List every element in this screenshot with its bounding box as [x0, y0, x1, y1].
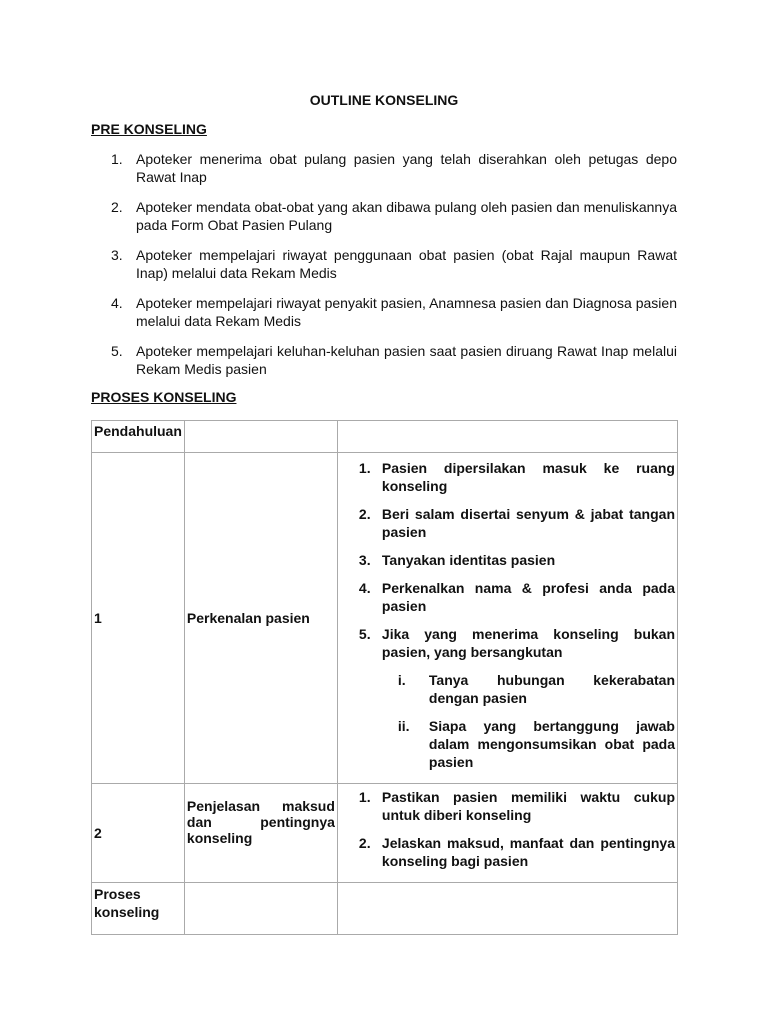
proses-konseling-cell: Proses konseling [92, 883, 185, 935]
document-title: OUTLINE KONSELING [309, 92, 459, 108]
list-item: 1. Pastikan pasien memiliki waktu cukup untuk diberi konseling [358, 789, 675, 823]
empty-cell [337, 421, 677, 453]
list-item: 1. Pasien dipersilakan masuk ke ruang konseling [358, 460, 675, 494]
steps-list [340, 788, 675, 870]
pendahuluan-cell: Pendahuluan [92, 421, 185, 453]
list-item: ii. Siapa yang bertanggung jawab dalam mengonsumsikan obat pada pasien [397, 718, 675, 770]
row-label: Perkenalan pasien [184, 453, 337, 784]
steps-list [340, 459, 675, 771]
pre-item: 2. Apoteker mendata obat-obat yang akan dibawa pulang oleh pasien dan menuliskannya pada Form Obat Pasien Pulang [111, 199, 677, 233]
table-row [92, 453, 678, 784]
list-item: 5. Jika yang menerima konseling bukan pasien, yang bersangkutan i. Tanya hubungan kekerabatan dengan pasien ii. Siapa yang bertanggung jawab dalam mengonsumsikan obat pada pasien [358, 626, 675, 770]
proses-konseling-heading: PROSES KONSELING [91, 389, 237, 405]
list-item: 4. Perkenalkan nama & profesi anda pada pasien [358, 580, 675, 614]
empty-cell [337, 883, 677, 935]
pre-item: 4. Apoteker mempelajari riwayat penyakit pasien, Anamnesa pasien dan Diagnosa pasien melalui data Rekam Medis [111, 295, 677, 329]
table-row [92, 421, 678, 453]
row-number: 1 [92, 453, 185, 784]
empty-cell [184, 421, 337, 453]
pre-konseling-list [91, 150, 677, 390]
table-row [92, 883, 678, 935]
list-item: 2. Beri salam disertai senyum & jabat tangan pasien [358, 506, 675, 540]
empty-cell [184, 883, 337, 935]
list-item: 2. Jelaskan maksud, manfaat dan pentingnya konseling bagi pasien [358, 835, 675, 869]
pre-item: 1. Apoteker menerima obat pulang pasien yang telah diserahkan oleh petugas depo Rawat Inap [111, 151, 677, 185]
pre-item: 5. Apoteker mempelajari keluhan-keluhan pasien saat pasien diruang Rawat Inap melalui Rekam Medis pasien [111, 343, 677, 377]
row-number: 2 [92, 784, 185, 883]
steps-cell [337, 784, 677, 883]
sub-steps-list [382, 671, 675, 771]
proses-konseling-table [91, 420, 678, 935]
steps-cell [337, 453, 677, 784]
list-item: i. Tanya hubungan kekerabatan dengan pasien [397, 672, 675, 706]
pre-item: 3. Apoteker mempelajari riwayat penggunaan obat pasien (obat Rajal maupun Rawat Inap) melalui data Rekam Medis [111, 247, 677, 281]
pre-konseling-heading: PRE KONSELING [91, 121, 207, 137]
row-label: Penjelasan maksud dan pentingnya konseling [184, 784, 337, 883]
table-row [92, 784, 678, 883]
list-item: 3. Tanyakan identitas pasien [358, 552, 556, 568]
